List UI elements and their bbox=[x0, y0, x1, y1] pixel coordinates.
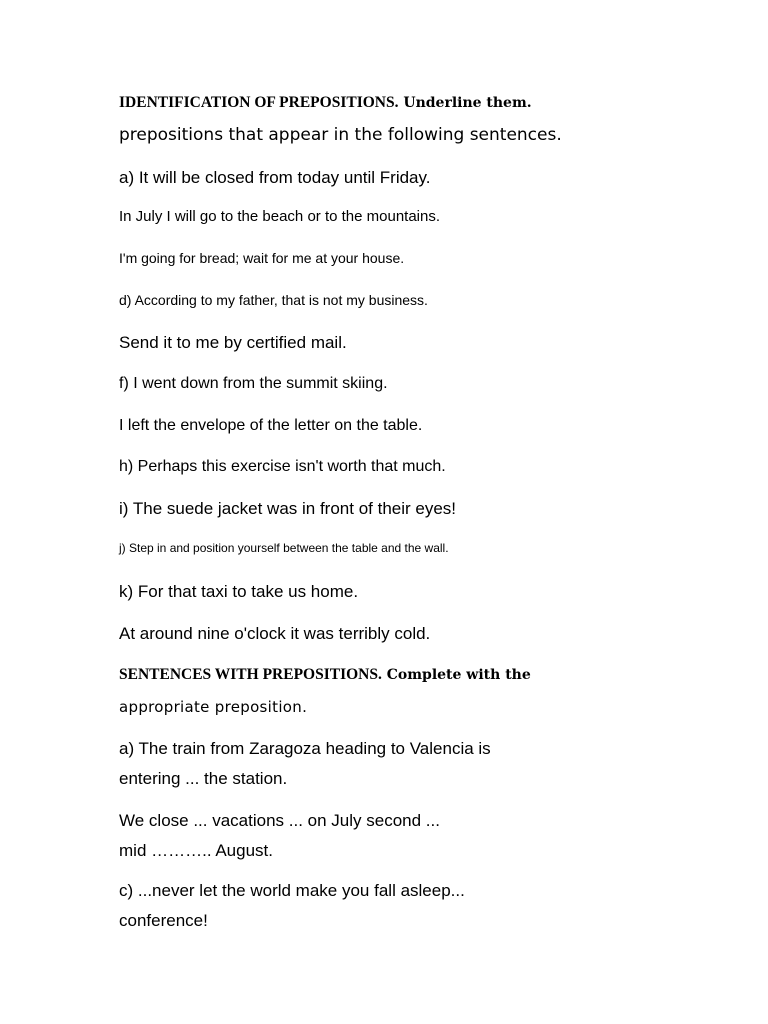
sentence-k: k) For that taxi to take us home. bbox=[119, 582, 359, 601]
section-2-heading-rest: Complete with the bbox=[381, 667, 531, 683]
sentence-i: i) The suede jacket was in front of their eyes! bbox=[119, 499, 457, 518]
exercise-line: We close ... vacations ... on July second ... bbox=[119, 811, 440, 830]
exercise-line: mid ……….. August. bbox=[119, 841, 273, 860]
exercise-line: conference! bbox=[119, 911, 208, 930]
sentence-c: I'm going for bread; wait for me at your house. bbox=[119, 250, 405, 266]
section-1-subheading: prepositions that appear in the following sentences. bbox=[119, 125, 562, 145]
sentence-a: a) It will be closed from today until Friday. bbox=[119, 168, 431, 187]
section-2-subheading: appropriate preposition. bbox=[119, 698, 308, 716]
section-1-heading-rest: Underline them. bbox=[398, 95, 532, 111]
section-1-heading-upper: IDENTIFICATION OF PREPOSITIONS. bbox=[119, 94, 399, 111]
sentence-l: At around nine o'clock it was terribly cold. bbox=[119, 624, 431, 643]
sentence-j: j) Step in and position yourself between the table and the wall. bbox=[119, 541, 449, 555]
exercise-line: entering ... the station. bbox=[119, 769, 288, 788]
sentence-b: In July I will go to the beach or to the mountains. bbox=[119, 208, 441, 225]
sentence-g: I left the envelope of the letter on the table. bbox=[119, 417, 423, 434]
sentence-h: h) Perhaps this exercise isn't worth that much. bbox=[119, 458, 446, 475]
sentence-f: f) I went down from the summit skiing. bbox=[119, 375, 388, 392]
exercise-line: a) The train from Zaragoza heading to Valencia is bbox=[119, 739, 491, 758]
section-1-heading bbox=[119, 94, 532, 112]
section-2-heading bbox=[119, 666, 531, 684]
section-2-heading-upper: SENTENCES WITH PREPOSITIONS. bbox=[119, 666, 382, 683]
exercise-line: c) ...never let the world make you fall asleep... bbox=[119, 881, 465, 900]
sentence-d: d) According to my father, that is not my business. bbox=[119, 292, 428, 308]
sentence-e: Send it to me by certified mail. bbox=[119, 333, 347, 352]
